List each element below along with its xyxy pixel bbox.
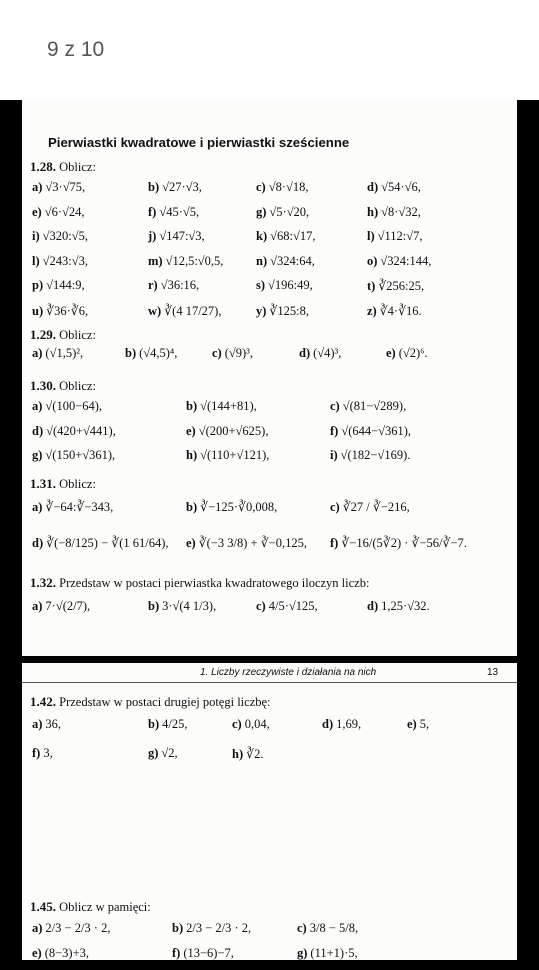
item-label: g)	[297, 946, 308, 960]
exercise-item	[186, 448, 269, 463]
exercise-row	[22, 180, 517, 204]
item-label: m)	[148, 253, 163, 268]
exercise-item	[32, 205, 84, 220]
item-expression: √54·√6,	[381, 180, 421, 194]
exercise-item	[32, 921, 110, 936]
exercise-item	[330, 499, 410, 515]
exercise-item	[172, 946, 234, 961]
exercise-item	[32, 424, 116, 439]
item-expression: √8·√18,	[268, 180, 309, 194]
exercise-item	[186, 424, 268, 439]
item-expression: √36:16,	[160, 278, 200, 292]
item-label: d)	[299, 346, 311, 360]
item-expression: 1,25·√32.	[381, 599, 430, 613]
item-label: d)	[367, 180, 379, 194]
item-label: b)	[148, 180, 160, 194]
item-label: c)	[330, 399, 340, 413]
exercise-prompt: Oblicz:	[59, 160, 96, 174]
item-expression: √45·√5,	[159, 204, 200, 219]
item-expression: 3·√(4 1/3),	[162, 599, 217, 613]
item-label: g)	[148, 746, 159, 760]
item-expression: √196:49,	[268, 278, 313, 292]
item-label: b)	[148, 717, 160, 731]
exercise-item	[232, 746, 263, 762]
exercise-item	[367, 254, 431, 269]
item-label: a)	[32, 399, 43, 413]
item-expression: √(100−64),	[45, 399, 103, 413]
exercise-1-45-header	[30, 899, 151, 915]
exercise-item	[256, 599, 318, 614]
exercise-item	[256, 229, 315, 244]
item-expression: √5·√20,	[269, 204, 310, 219]
item-label: l)	[32, 253, 40, 268]
exercise-item	[232, 717, 270, 732]
item-expression: √(110+√121),	[200, 448, 270, 462]
exercise-item	[367, 599, 430, 614]
exercise-item	[330, 399, 406, 414]
item-label: b)	[125, 346, 137, 360]
exercise-item	[330, 448, 410, 463]
item-expression: 36,	[45, 717, 62, 731]
exercise-prompt: Przedstaw w postaci pierwiastka kwadratowego iloczyn liczb:	[59, 576, 370, 590]
item-label: a)	[32, 500, 43, 514]
exercise-row	[22, 946, 517, 970]
item-expression: 4/25,	[162, 717, 188, 731]
exercise-item	[256, 254, 315, 269]
item-expression: ∛−16/(5∛2) · ∛−56/∛−7.	[341, 536, 467, 550]
item-label: n)	[256, 253, 268, 268]
exercise-row	[22, 399, 517, 423]
item-label: b)	[172, 921, 184, 935]
item-expression: (8−3)+3,	[44, 946, 90, 960]
item-label: f)	[330, 536, 339, 550]
item-expression: √3·√75,	[45, 180, 86, 194]
item-label: h)	[367, 204, 379, 219]
exercise-prompt: Oblicz:	[59, 328, 96, 342]
item-label: d)	[322, 717, 334, 731]
exercise-item	[367, 303, 422, 319]
item-label: c)	[330, 500, 340, 514]
exercise-item	[125, 346, 177, 361]
exercise-row	[22, 921, 517, 945]
exercise-number: 1.45.	[30, 899, 56, 914]
item-label: b)	[148, 599, 160, 613]
exercise-item	[212, 346, 253, 361]
item-label: c)	[212, 346, 222, 360]
exercise-row	[22, 746, 517, 770]
item-expression: (√4,5)⁴,	[139, 346, 178, 360]
exercise-number: 1.28.	[30, 159, 56, 174]
exercise-item	[367, 205, 421, 220]
exercise-number: 1.32.	[30, 575, 56, 590]
item-label: e)	[186, 536, 196, 550]
item-expression: 3/8 − 5/8,	[309, 921, 359, 935]
item-expression: √147:√3,	[159, 229, 205, 243]
exercise-1-28-header	[30, 159, 96, 175]
item-expression: √(420+√441),	[46, 423, 116, 438]
item-label: h)	[232, 747, 244, 761]
exercise-number: 1.30.	[30, 378, 56, 393]
exercise-item	[256, 303, 309, 319]
item-expression: √112:√7,	[377, 229, 423, 243]
exercise-row	[22, 205, 517, 229]
item-expression: 1,69,	[336, 717, 362, 731]
item-expression: (√4)³,	[313, 346, 342, 360]
item-expression: 4/5·√125,	[268, 599, 318, 613]
item-expression: 0,04,	[244, 717, 270, 731]
item-label: a)	[32, 599, 43, 613]
item-label: i)	[32, 229, 40, 243]
exercise-item	[32, 946, 89, 961]
exercise-prompt: Oblicz w pamięci:	[59, 900, 151, 914]
item-expression: √27·√3,	[162, 180, 202, 194]
exercise-number: 1.31.	[30, 476, 56, 491]
item-label: r)	[148, 278, 158, 292]
exercise-item	[32, 599, 90, 614]
item-label: b)	[186, 399, 198, 413]
textbook-page-upper	[22, 100, 517, 656]
exercise-item	[32, 399, 102, 414]
item-label: l)	[367, 229, 375, 243]
item-label: p)	[32, 278, 44, 292]
exercise-item	[148, 254, 223, 269]
exercise-prompt: Przedstaw w postaci drugiej potęgi liczbę:	[59, 695, 271, 709]
exercise-row	[22, 717, 517, 741]
item-label: f)	[148, 204, 157, 219]
item-expression: (11+1)·5,	[310, 946, 358, 960]
exercise-item	[330, 535, 467, 551]
item-label: e)	[32, 946, 42, 960]
item-label: t)	[367, 279, 376, 293]
exercise-item	[322, 717, 361, 732]
item-label: e)	[186, 423, 196, 438]
exercise-item	[32, 346, 83, 361]
item-expression: ∛(4 17/27),	[164, 303, 222, 318]
exercise-item	[32, 499, 113, 515]
exercise-row	[22, 346, 517, 370]
item-label: c)	[256, 599, 266, 613]
item-label: i)	[330, 448, 338, 462]
exercise-1-32-header	[30, 575, 369, 591]
item-label: y)	[256, 303, 267, 318]
item-expression: √12,5:√0,5,	[165, 253, 224, 268]
exercise-row	[22, 254, 517, 278]
exercise-1-31-header	[30, 476, 96, 492]
item-expression: 7·√(2/7),	[45, 599, 91, 613]
item-label: e)	[407, 717, 417, 731]
item-expression: ∛125:8,	[269, 303, 309, 318]
exercise-item	[330, 424, 411, 439]
item-expression: √243:√3,	[42, 253, 88, 268]
exercise-item	[148, 205, 199, 220]
exercise-item	[367, 229, 423, 244]
exercise-item	[297, 921, 358, 936]
item-expression: ∛27 / ∛−216,	[342, 500, 410, 514]
exercise-1-30-header	[30, 378, 96, 394]
exercise-item	[32, 717, 61, 732]
item-expression: √(150+√361),	[45, 448, 116, 462]
item-expression: ∛−64:∛−343,	[45, 500, 114, 514]
exercise-1-42-header	[30, 694, 271, 710]
item-expression: ∛(−8/125) − ∛(1 61/64),	[46, 536, 169, 550]
running-header	[22, 666, 517, 683]
item-expression: ∛36·∛6,	[46, 303, 89, 318]
item-expression: √(200+√625),	[198, 423, 269, 438]
item-expression: √144:9,	[46, 278, 85, 292]
item-expression: √(182−√169).	[340, 448, 411, 462]
item-label: c)	[256, 180, 266, 194]
exercise-row	[22, 229, 517, 253]
item-expression: 2/3 − 2/3 · 2,	[45, 921, 111, 935]
item-label: g)	[256, 204, 267, 219]
exercise-item	[172, 921, 251, 936]
exercise-prompt: Oblicz:	[59, 379, 96, 393]
exercise-item	[148, 180, 202, 195]
item-label: h)	[186, 448, 198, 462]
item-expression: √324:144,	[380, 253, 432, 268]
exercise-item	[148, 717, 187, 732]
exercise-item	[32, 229, 88, 244]
item-label: e)	[386, 346, 396, 360]
exercise-item	[407, 717, 429, 732]
item-expression: (√2)⁶.	[398, 346, 428, 360]
item-label: e)	[32, 204, 42, 219]
item-label: j)	[148, 229, 157, 243]
exercise-prompt: Oblicz:	[59, 477, 96, 491]
item-expression: ∛(−3 3/8) + ∛−0,125,	[198, 536, 307, 550]
exercise-item	[367, 278, 424, 294]
item-label: s)	[256, 278, 266, 292]
exercise-item	[32, 746, 53, 761]
exercise-item	[299, 346, 341, 361]
item-label: z)	[367, 303, 377, 318]
exercise-item	[148, 278, 199, 293]
exercise-item	[186, 535, 307, 551]
item-expression: 5,	[419, 717, 430, 731]
item-label: c)	[297, 921, 307, 935]
exercise-1-29-header	[30, 327, 96, 343]
item-label: a)	[32, 346, 43, 360]
item-label: a)	[32, 717, 43, 731]
exercise-row	[22, 303, 517, 327]
exercise-item	[256, 205, 309, 220]
exercise-item	[32, 180, 85, 195]
exercise-row	[22, 278, 517, 302]
exercise-number: 1.42.	[30, 694, 56, 709]
item-expression: ∛256:25,	[378, 279, 425, 293]
running-head-text: 1. Liczby rzeczywiste i działania na nich	[200, 667, 377, 678]
exercise-item	[186, 399, 257, 414]
exercise-row	[22, 424, 517, 448]
item-expression: (√9)³,	[224, 346, 254, 360]
exercise-item	[32, 254, 88, 269]
exercise-item	[148, 746, 178, 761]
item-expression: ∛−125·∛0,008,	[200, 500, 278, 514]
exercise-item	[256, 180, 308, 195]
item-expression: √(644−√361),	[341, 423, 412, 438]
item-label: k)	[256, 229, 268, 243]
item-expression: √2,	[161, 746, 178, 760]
exercise-row	[22, 599, 517, 623]
exercise-item	[297, 946, 358, 961]
exercise-item	[32, 448, 115, 463]
item-label: g)	[32, 448, 43, 462]
exercise-item	[256, 278, 313, 293]
item-label: d)	[32, 536, 44, 550]
viewer-top-bar	[0, 0, 539, 100]
exercise-number: 1.29.	[30, 327, 56, 342]
item-expression: √6·√24,	[44, 204, 85, 219]
item-label: c)	[232, 717, 242, 731]
textbook-page-lower	[22, 663, 517, 960]
section-title: Pierwiastki kwadratowe i pierwiastki sześcienne	[48, 135, 350, 150]
item-label: f)	[330, 423, 339, 438]
exercise-row	[22, 448, 517, 472]
item-expression: ∛2.	[246, 747, 264, 761]
item-expression: ∛4·∛16.	[379, 303, 422, 318]
item-label: f)	[32, 746, 41, 760]
item-label: o)	[367, 253, 378, 268]
exercise-item	[32, 303, 88, 319]
exercise-item	[386, 346, 428, 361]
item-label: w)	[148, 303, 162, 318]
page-counter: 9 z 10	[47, 38, 105, 61]
item-expression: √8·√32,	[381, 204, 421, 219]
item-label: a)	[32, 180, 43, 194]
exercise-item	[367, 180, 421, 195]
exercise-item	[148, 599, 216, 614]
exercise-item	[32, 278, 85, 293]
item-expression: (13−6)−7,	[183, 946, 234, 960]
page-number: 13	[487, 667, 499, 678]
item-expression: √68:√17,	[270, 229, 316, 243]
item-expression: √(81−√289),	[342, 399, 407, 413]
exercise-item	[32, 535, 169, 551]
item-expression: √324:64,	[270, 253, 315, 268]
item-expression: 2/3 − 2/3 · 2,	[186, 921, 252, 935]
exercise-item	[148, 303, 221, 319]
exercise-item	[148, 229, 205, 244]
item-expression: √(144+81),	[200, 399, 257, 413]
page-gap	[0, 656, 539, 663]
item-label: b)	[186, 500, 198, 514]
exercise-row	[22, 535, 517, 559]
exercise-row	[22, 499, 517, 523]
item-label: u)	[32, 303, 44, 318]
item-label: d)	[32, 423, 44, 438]
item-label: f)	[172, 946, 181, 960]
item-label: d)	[367, 599, 379, 613]
item-expression: √320:√5,	[42, 229, 88, 243]
item-expression: (√1,5)²,	[45, 346, 84, 360]
exercise-item	[186, 499, 277, 515]
item-label: a)	[32, 921, 43, 935]
item-expression: 3,	[43, 746, 53, 760]
